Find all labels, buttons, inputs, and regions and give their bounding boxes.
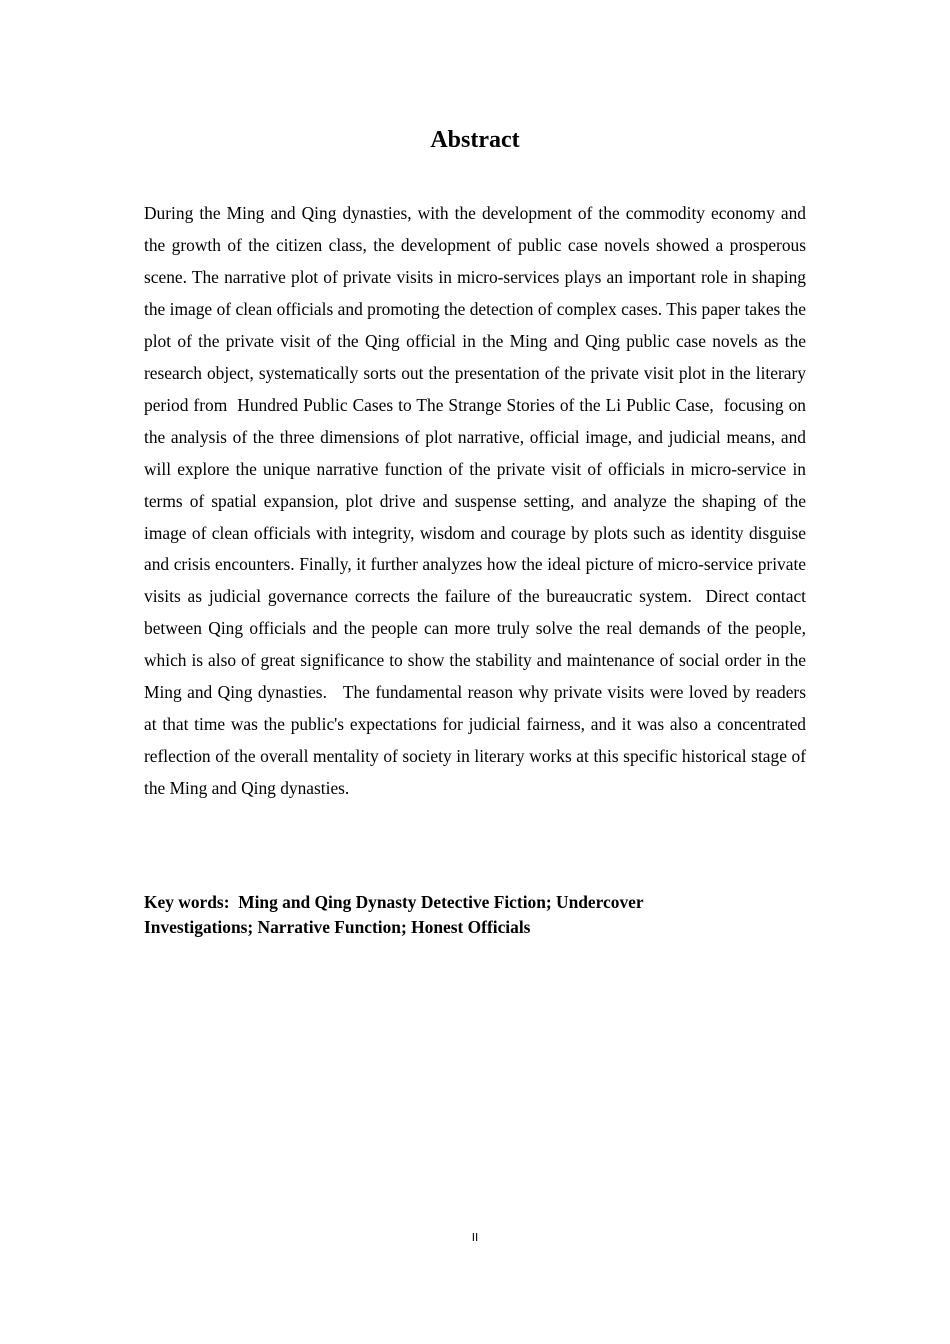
keywords: Key words: Ming and Qing Dynasty Detective Fiction; Undercover Investigations; Narrative Function; Honest Officials [144, 892, 644, 937]
page-number: II [471, 1231, 479, 1244]
abstract-body: During the Ming and Qing dynasties, with the development of the commodity economy and the growth of the citizen class, the development of public case novels showed a prosperous scene. The narrative plot of private visits in micro-services plays an important role in shaping the image of clean officials and promoting the detection of complex cases. This paper takes the plot of the private visit of the Qing official in the Ming and Qing public case novels as the research object, systematically sorts out the presentation of the private visit plot in the literary period from Hundred Public Cases to The Strange Stories of the Li Public Case, focusing on the analysis of the three dimensions of plot narrative, official image, and judicial means, and will explore the unique narrative function of the private visit of officials in micro-service in terms of spatial expansion, plot drive and suspense setting, and analyze the shaping of the image of clean officials with integrity, wisdom and courage by plots such as identity disguise and crisis encounters. Finally, it further analyzes how the ideal picture of micro-service private visits as judicial governance corrects the failure of the bureaucratic system. Direct contact between Qing officials and the people can more truly solve the real demands of the people, which is also of great significance to show the stability and maintenance of social order in the Ming and Qing dynasties. The fundamental reason why private visits were loved by readers at that time was the public's expectations for judicial fairness, and it was also a concentrated reflection of the overall mentality of society in literary works at this specific historical stage of the Ming and Qing dynasties. [144, 203, 811, 799]
abstract-title: Abstract [430, 127, 520, 153]
